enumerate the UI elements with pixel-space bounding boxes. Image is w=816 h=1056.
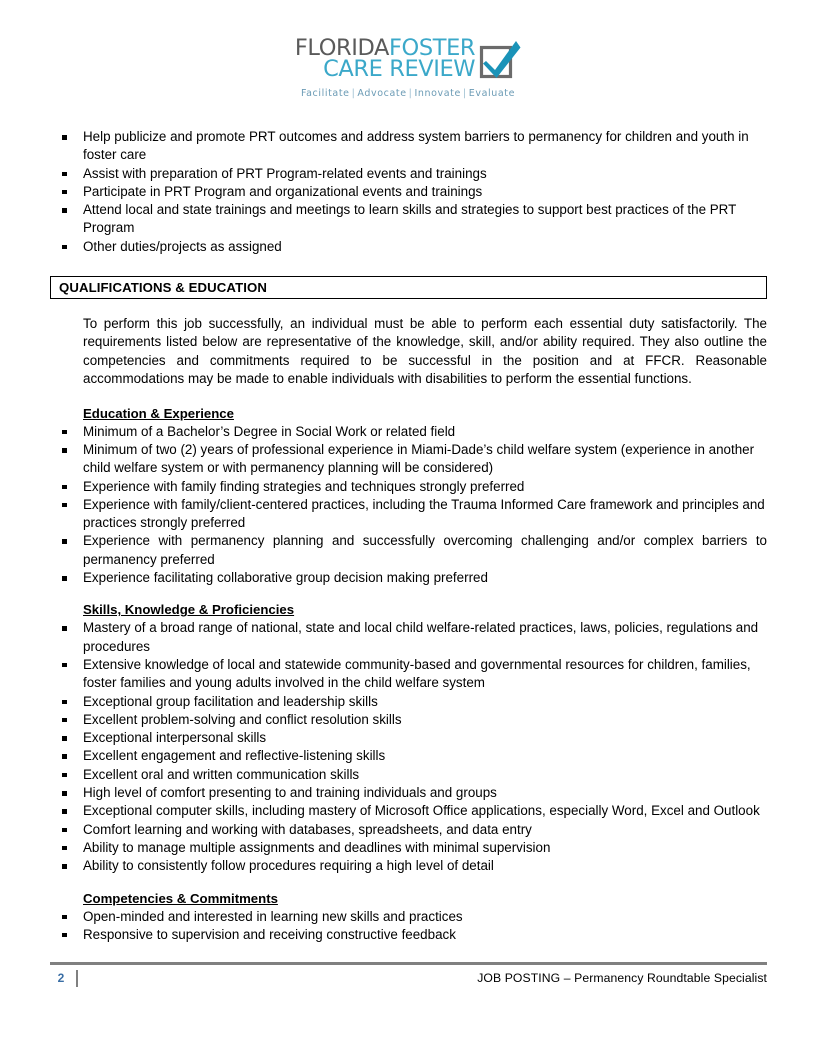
- list-item: Excellent oral and written communication skills: [50, 766, 767, 784]
- logo-wordmark-row: [294, 35, 521, 82]
- page-number: 2: [57, 971, 65, 985]
- spacer: [50, 299, 767, 315]
- list-item: Minimum of two (2) years of professional experience in Miami-Dade’s child welfare system (experience in another child welfare system or with permanency planning will be considered): [50, 441, 767, 478]
- subheading-skills-knowledge-proficiencies: Skills, Knowledge & Proficiencies: [83, 602, 295, 618]
- list-item: Exceptional computer skills, including mastery of Microsoft Office applications, especially Word, Excel and Outlook: [50, 802, 767, 820]
- logo-word-florida: FLORIDA: [294, 35, 390, 61]
- spacer: [50, 876, 767, 890]
- logo-wordmark: [294, 35, 476, 82]
- footer-divider: [50, 962, 767, 965]
- education-list: [50, 423, 767, 588]
- list-item: Extensive knowledge of local and statewide community-based and governmental resources for children, families, foster families and young adults involved in the child welfare system: [50, 656, 767, 693]
- duties-list: [50, 128, 767, 256]
- list-item: Responsive to supervision and receiving constructive feedback: [50, 926, 767, 944]
- subheading-education-experience: Education & Experience: [83, 405, 234, 421]
- list-item: Exceptional group facilitation and leadership skills: [50, 693, 767, 711]
- list-item: Assist with preparation of PRT Program-related events and trainings: [50, 165, 767, 183]
- footer-row: [50, 967, 767, 989]
- logo-tagline: [301, 88, 515, 99]
- spacer: [50, 587, 767, 601]
- list-item: Participate in PRT Program and organizational events and trainings: [50, 183, 767, 201]
- list-item: Experience with family finding strategies and techniques strongly preferred: [50, 478, 767, 496]
- list-item: Experience with family/client-centered practices, including the Trauma Informed Care framework and principles and practices strongly preferred: [50, 496, 767, 533]
- spacer: [50, 256, 767, 276]
- page-footer: [50, 962, 767, 989]
- skills-list: [50, 619, 767, 875]
- tagline-item-facilitate: Facilitate: [300, 88, 350, 99]
- section-header-qualifications: QUALIFICATIONS & EDUCATION: [50, 276, 767, 299]
- spacer: [50, 389, 767, 405]
- list-item: Experience facilitating collaborative group decision making preferred: [50, 569, 767, 587]
- logo-line-two: CARE REVIEW: [323, 55, 476, 82]
- list-item: Minimum of a Bachelor’s Degree in Social Work or related field: [50, 423, 767, 441]
- tagline-separator: |: [462, 88, 467, 99]
- list-item: Mastery of a broad range of national, state and local child welfare-related practices, laws, policies, regulations and procedures: [50, 619, 767, 656]
- tagline-separator: |: [351, 88, 356, 99]
- list-item: Exceptional interpersonal skills: [50, 729, 767, 747]
- list-item: Other duties/projects as assigned: [50, 238, 767, 256]
- document-content: [50, 128, 767, 944]
- tagline-separator: |: [408, 88, 413, 99]
- competencies-list: [50, 908, 767, 945]
- list-item: Ability to manage multiple assignments and deadlines with minimal supervision: [50, 839, 767, 857]
- list-item: Excellent engagement and reflective-listening skills: [50, 747, 767, 765]
- tagline-item-innovate: Innovate: [414, 88, 461, 99]
- list-item: Experience with permanency planning and successfully overcoming challenging and/or complex barriers to permanency preferred: [50, 532, 767, 569]
- qualifications-intro-paragraph: To perform this job successfully, an individual must be able to perform each essential duty satisfactorily. The requirements listed below are representative of the knowledge, skill, and/or ability required. They also outline the competencies and commitments required to be successful in the position and at FFCR. Reasonable accommodations may be made to enable individuals with disabilities to perform the essential functions.: [83, 316, 767, 387]
- subheading-competencies-commitments: Competencies & Commitments: [83, 890, 278, 906]
- checkmark-icon: [479, 39, 521, 81]
- organization-logo: [0, 35, 816, 99]
- list-item: High level of comfort presenting to and training individuals and groups: [50, 784, 767, 802]
- logo-inner: [292, 35, 524, 99]
- logo-word-foster: FOSTER: [389, 35, 476, 61]
- list-item: Excellent problem-solving and conflict resolution skills: [50, 711, 767, 729]
- list-item: Open-minded and interested in learning new skills and practices: [50, 908, 767, 926]
- list-item: Help publicize and promote PRT outcomes and address system barriers to permanency for children and youth in foster care: [50, 128, 767, 165]
- footer-title-text: JOB POSTING – Permanency Roundtable Specialist: [477, 971, 767, 985]
- list-item: Ability to consistently follow procedures requiring a high level of detail: [50, 857, 767, 875]
- tagline-item-advocate: Advocate: [357, 88, 407, 99]
- tagline-item-evaluate: Evaluate: [468, 88, 516, 99]
- list-item: Comfort learning and working with databases, spreadsheets, and data entry: [50, 821, 767, 839]
- list-item: Attend local and state trainings and meetings to learn skills and strategies to support best practices of the PRT Program: [50, 201, 767, 238]
